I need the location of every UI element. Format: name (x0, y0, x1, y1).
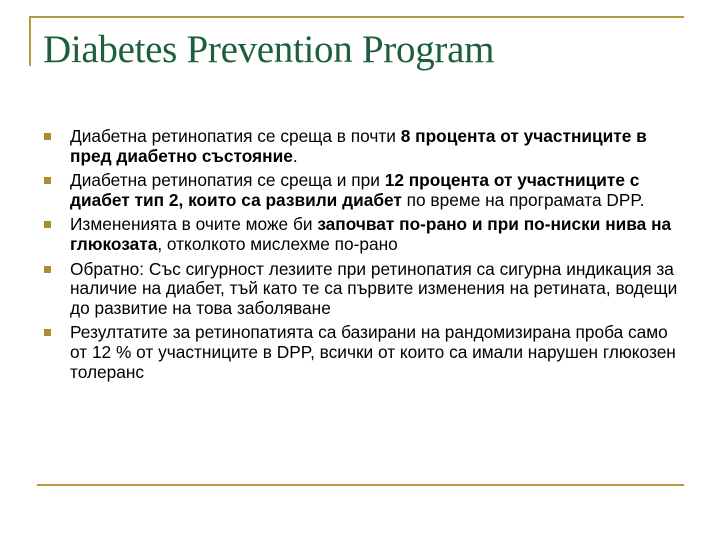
bullet-list (44, 127, 684, 387)
slide-title: Diabetes Prevention Program (43, 28, 495, 71)
square-bullet-icon (44, 329, 51, 336)
square-bullet-icon (44, 133, 51, 140)
text-segment: , отколкото мислехме по-рано (157, 233, 398, 254)
bottom-divider (37, 484, 684, 486)
bullet-item (44, 215, 684, 254)
bold-text: започват по-рано и при по-ниски нива на глюкозата (70, 214, 672, 254)
bullet-item (44, 260, 684, 319)
square-bullet-icon (44, 221, 51, 228)
square-bullet-icon (44, 177, 51, 184)
bullet-item (44, 171, 684, 210)
bullet-item (44, 127, 684, 166)
text-segment: Резултатите за ретинопатията са базирани на рандомизирана проба само от 12 % от участниците в DPP, всички от които са имали нарушен глюкозен толеранс (70, 322, 676, 382)
bold-text: 12 процента от участниците с диабет тип 2, които са развили диабет (70, 170, 640, 210)
text-segment: по време на програмата DPP. (401, 189, 645, 210)
square-bullet-icon (44, 266, 51, 273)
text-segment: . (292, 145, 298, 166)
top-divider (30, 16, 684, 18)
bold-text: 8 процента от участниците в пред диабетно състояние (70, 126, 647, 166)
text-segment: Измененията в очите може би (70, 214, 318, 235)
bullet-item (44, 323, 684, 382)
left-accent-line (29, 16, 31, 66)
text-segment: Диабетна ретинопатия се среща и при (70, 170, 385, 191)
text-segment: Обратно: Със сигурност лезиите при ретинопатия са сигурна индикация за наличие на диабет, тъй като те са първите изменения на ретината, водещи до развитие на това заболяване (70, 258, 678, 318)
text-segment: Диабетна ретинопатия се среща в почти (70, 126, 401, 146)
